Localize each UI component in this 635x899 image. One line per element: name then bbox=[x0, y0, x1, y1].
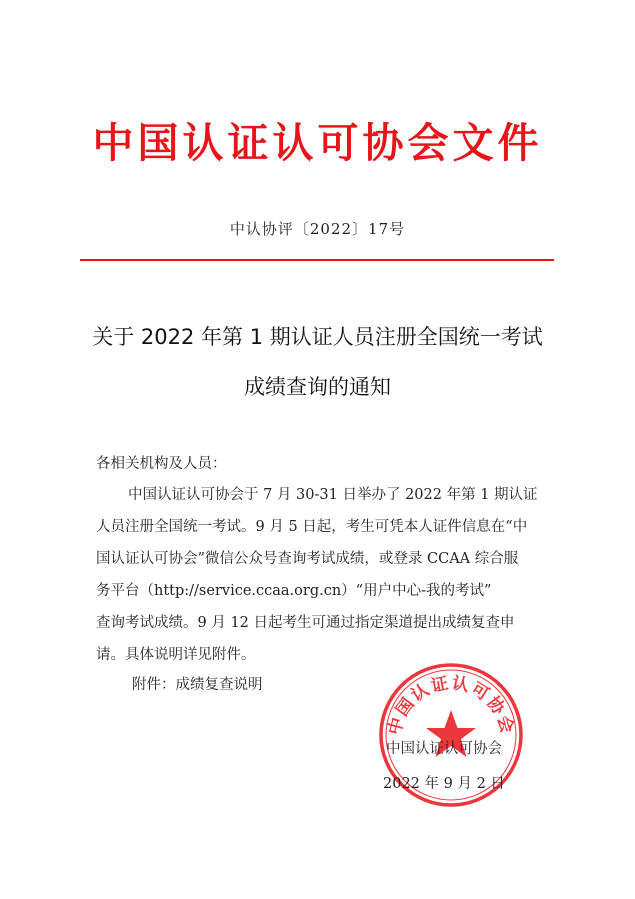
signing-date: 2022 年 9 月 2 日 bbox=[383, 776, 505, 792]
body-line: 中国认证认可协会于 7 月 30-31 日举办了 2022 年第 1 期认证 bbox=[128, 487, 538, 503]
header-divider bbox=[80, 259, 554, 261]
document-number: 中认协评〔2022〕17号 bbox=[229, 220, 406, 238]
body-line: 务平台（http://service.ccaa.org.cn）“用户中心-我的考试” bbox=[96, 583, 492, 599]
notice-title bbox=[0, 312, 635, 412]
notice-title-line-2: 成绩查询的通知 bbox=[244, 375, 391, 399]
body-line: 人员注册全国统一考试。9 月 5 日起，考生可凭本人证件信息在“中 bbox=[96, 519, 528, 535]
notice-body bbox=[96, 479, 566, 671]
seal-text: 中国认证认可协会 bbox=[384, 673, 518, 738]
attachment-note: 附件：成绩复查说明 bbox=[132, 677, 263, 693]
body-line: 请。具体说明详见附件。 bbox=[96, 647, 256, 663]
signing-organization: 中国认证认可协会 bbox=[386, 741, 502, 757]
salutation: 各相关机构及人员： bbox=[96, 456, 227, 472]
notice-title-line-1: 关于 2022 年第 1 期认证人员注册全国统一考试 bbox=[92, 325, 543, 349]
issuing-org-header: 中国认证认可协会文件 bbox=[92, 119, 543, 167]
body-line: 查询考试成绩。9 月 12 日起考生可通过指定渠道提出成绩复查申 bbox=[96, 615, 515, 631]
body-line: 国认证认可协会”微信公众号查询考试成绩，或登录 CCAA 综合服 bbox=[96, 551, 519, 567]
